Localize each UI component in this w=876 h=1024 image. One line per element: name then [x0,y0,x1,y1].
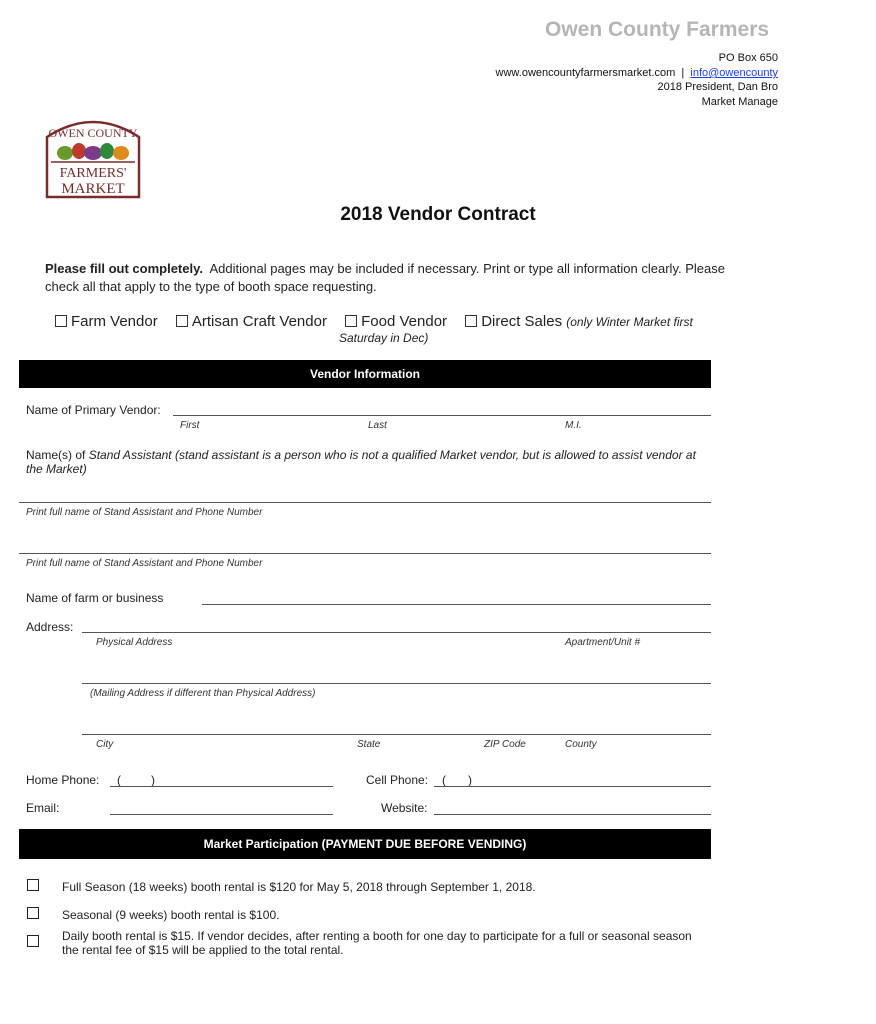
full-season-text: Full Season (18 weeks) booth rental is $120 for May 5, 2018 through September 1, 2018. [62,880,536,894]
home-phone-label: Home Phone: [26,773,100,787]
artisan-vendor-option[interactable] [176,313,327,330]
website-link[interactable]: www.owencountyfarmersmarket.com [495,67,676,79]
food-vendor-checkbox[interactable] [345,315,357,327]
zip-hint: ZIP Code [484,739,526,750]
county-hint: County [565,739,597,750]
cell-phone-input[interactable] [434,786,711,787]
contact-line [496,67,778,79]
food-vendor-label: Food Vendor [361,313,448,330]
assistant-1-hint: Print full name of Stand Assistant and Phone Number [26,507,263,518]
farm-vendor-checkbox[interactable] [55,315,67,327]
daily-text: Daily booth rental is $15. If vendor decides, after renting a booth for one day to participate for a full or seasonal season the rental fee of $15 will be applied to the total rental. [62,929,692,957]
assistant-1-input[interactable] [19,502,711,503]
stand-assistant-label [26,448,706,476]
assistant-desc: Stand Assistant (stand assistant is a person who is not a qualified Market vendor, but is allowed to assist vendor at the Market) [26,448,696,476]
physical-address-input[interactable] [82,632,711,633]
physical-address-hint: Physical Address [96,637,173,648]
farmers-market-logo [45,115,141,199]
email-link[interactable]: info@owencounty [690,67,778,79]
booth-type-options [55,313,693,330]
cell-phone-label: Cell Phone: [366,773,429,787]
assistant-prefix: Name(s) of [26,448,86,462]
website-label: Website: [381,801,428,815]
primary-vendor-input[interactable] [173,415,711,416]
logo-text-2: FARMERS' [59,166,127,181]
intro-text: Additional pages may be included if necessary. Print or type all information clearly. Please check all that apply to the type of booth space requesting. [45,261,725,294]
assistant-2-input[interactable] [19,553,711,554]
farm-name-input[interactable] [202,604,711,605]
apartment-hint: Apartment/Unit # [565,637,641,648]
email-input[interactable] [110,814,333,815]
intro-paragraph [45,260,735,296]
city-state-zip-input[interactable] [82,734,711,735]
address-label: Address: [26,620,74,634]
home-phone-paren-open: ( [117,773,121,787]
direct-sales-checkbox[interactable] [465,315,477,327]
mi-hint: M.I. [565,420,582,431]
direct-sales-label: Direct Sales [481,313,563,330]
state-hint: State [357,739,381,750]
vendor-info-heading: Vendor Information [19,360,711,388]
home-phone-input[interactable] [110,786,333,787]
cell-phone-paren-close: ) [468,773,472,787]
direct-sales-note: (only Winter Market first [566,315,693,329]
logo-text-1: OWEN COUNTY [48,126,138,140]
website-input[interactable] [434,814,711,815]
logo-text-3: MARKET [61,181,125,197]
direct-sales-note-cont: Saturday in Dec) [339,331,429,345]
mailing-address-input[interactable] [82,683,711,684]
city-hint: City [96,739,114,750]
food-vendor-option[interactable] [345,313,447,330]
document-title: 2018 Vendor Contract [340,204,536,225]
po-box: PO Box 650 [718,52,778,64]
separator: | [681,67,685,79]
organization-name: Owen County Farmers [545,18,770,41]
full-season-checkbox[interactable] [27,879,39,891]
home-phone-paren-close: ) [151,773,155,787]
cell-phone-paren-open: ( [442,773,446,787]
farm-vendor-option[interactable] [55,313,158,330]
artisan-vendor-checkbox[interactable] [176,315,188,327]
daily-checkbox[interactable] [27,935,39,947]
president-line: 2018 President, Dan Bro [657,81,778,93]
participation-heading: Market Participation (PAYMENT DUE BEFORE VENDING) [19,829,711,859]
first-name-hint: First [180,420,200,431]
seasonal-text: Seasonal (9 weeks) booth rental is $100. [62,908,280,922]
farm-vendor-label: Farm Vendor [71,313,158,330]
manager-line: Market Manage [701,96,778,108]
last-name-hint: Last [368,420,387,431]
email-label: Email: [26,801,60,815]
farm-name-label: Name of farm or business [26,591,164,605]
direct-sales-option[interactable] [465,313,562,330]
mailing-address-hint: (Mailing Address if different than Physical Address) [90,688,316,699]
seasonal-checkbox[interactable] [27,907,39,919]
artisan-vendor-label: Artisan Craft Vendor [191,313,327,330]
assistant-2-hint: Print full name of Stand Assistant and Phone Number [26,558,263,569]
primary-vendor-label: Name of Primary Vendor: [26,403,161,417]
intro-bold: Please fill out completely. [45,261,203,276]
